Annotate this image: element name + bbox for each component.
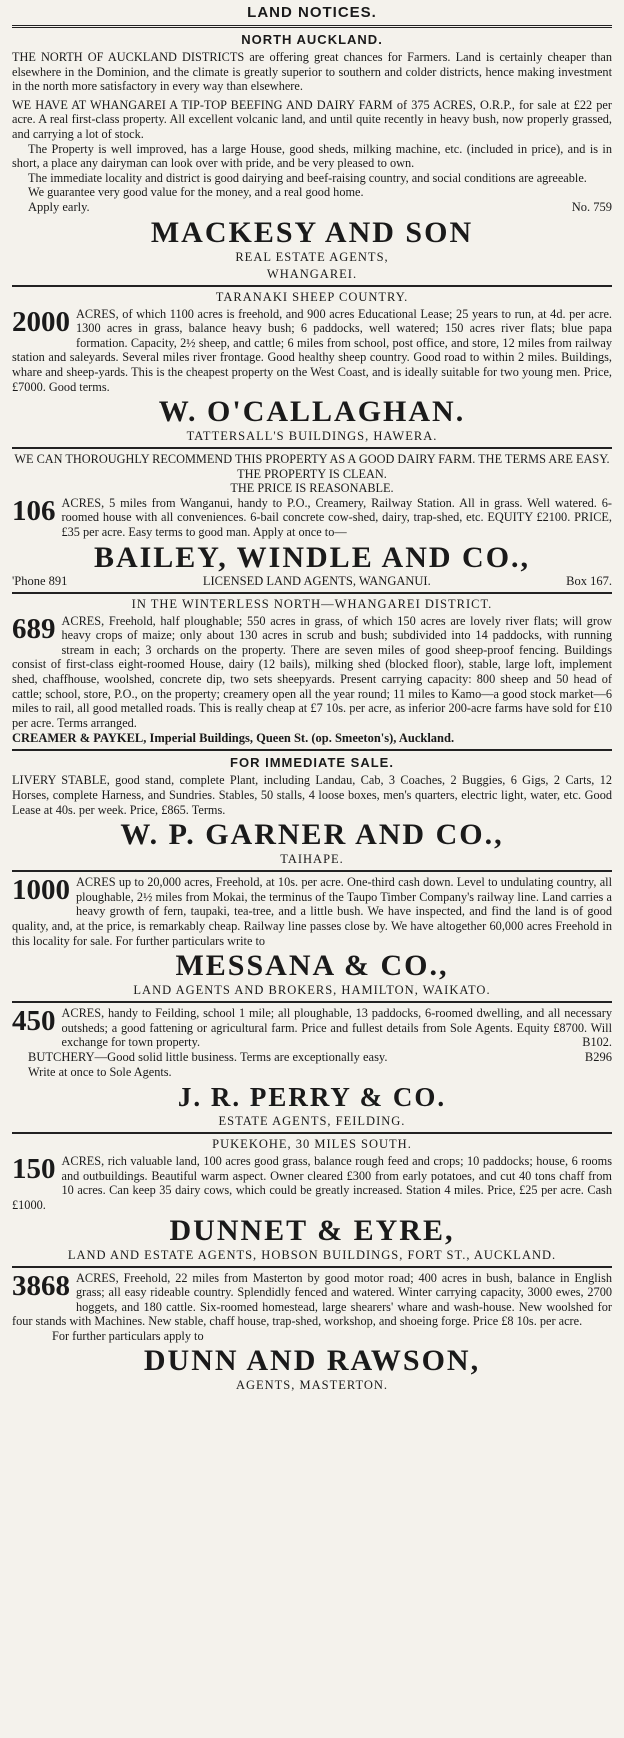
firm-address: ESTATE AGENTS, FEILDING. <box>218 1114 406 1129</box>
ad-body <box>12 875 612 948</box>
ad-body <box>12 1154 612 1212</box>
ad-title: TARANAKI SHEEP COUNTRY. <box>215 289 409 304</box>
ad-paragraph: We guarantee very good value for the money, and a real good home. <box>28 185 364 200</box>
firm-address: REAL ESTATE AGENTS, <box>235 249 389 264</box>
acreage-number: 150 <box>12 1153 56 1186</box>
ad-paragraph: THE NORTH OF AUCKLAND DISTRICTS are offering great chances for Farmers. Land is certainly cheaper than elsewhere in the Dominion, and the climate is greatly superior to southern and colder districts, hence making investment in the north more satisfactory in every way than elsewhere. <box>12 50 612 94</box>
ad-whangarei <box>12 597 612 747</box>
ad-body: LIVERY STABLE, good stand, complete Plant, including Landau, Cab, 3 Coaches, 2 Buggies, 6 Gigs, 2 Carts, 12 Horses, complete Harness, and Sundries. Stables, 50 stalls, 4 loose boxes, men's quarters, electric light, water, etc. Good Lease at 40s. per week. Price, £865. Terms. <box>12 773 612 817</box>
firm-address: TATTERSALL'S BUILDINGS, HAWERA. <box>186 429 438 444</box>
apply-row <box>12 200 612 215</box>
ad-title: FOR IMMEDIATE SALE. <box>230 755 394 771</box>
box-number: Box 167. <box>566 573 612 588</box>
firm-address: LAND AGENTS AND BROKERS, HAMILTON, WAIKATO. <box>133 983 491 998</box>
divider <box>12 749 612 751</box>
ad-text: ACRES, of which 1100 acres is freehold, and 900 acres Educational Lease; 25 years to run, at 4d. per acre. 1300 acres in grass, balance heavy bush; 6 paddocks, well watered; 150 acres river flats; blue papa formation. Capacity, 2½ sheep, and cattle; 6 miles from school, post office, and store, 12 miles from railway station and saleyards. Several miles river frontage. Good healthy sheep country. Good road to within 2 miles. Buildings, whare and sheep-yards. This is the cheapest property on the West Coast, and is ideally suitable for two young men. Price, £7000. Good terms. <box>12 306 612 394</box>
land-notices-page <box>12 0 612 1393</box>
divider <box>12 1001 612 1003</box>
ad-wanganui <box>12 452 612 589</box>
ad-body <box>12 1271 612 1329</box>
apply-text: Apply early. <box>28 199 90 214</box>
firm-name: BAILEY, WINDLE AND CO., <box>93 540 531 574</box>
butchery-text: BUTCHERY—Good solid little business. Terms are exceptionally easy. <box>28 1049 388 1064</box>
ad-lead: THE PRICE IS REASONABLE. <box>230 481 394 496</box>
ad-text: ACRES, Freehold, 22 miles from Masterton by good motor road; 400 acres in bush, balance in English grass; all easy rideable country. Splendidly fenced and watered. Winter carrying capacity, 3000 ewes, 2700 hoggets, and 180 cattle. Six-roomed homestead, large shearers' whare and wash-house. New woolshed for four stands with Machines. New stable, chaff house, trap-shed, workshop, and shoeing forge. Price £8 10s. per acre. <box>12 1270 612 1329</box>
divider <box>12 25 612 28</box>
acreage-number: 2000 <box>12 305 70 338</box>
write-text: Write at once to Sole Agents. <box>28 1064 172 1079</box>
page-header: LAND NOTICES. <box>247 4 377 21</box>
ad-title: IN THE WINTERLESS NORTH—WHANGAREI DISTRICT. <box>131 596 493 611</box>
divider <box>12 1132 612 1134</box>
acreage-number: 106 <box>12 494 56 527</box>
ad-masterton <box>12 1271 612 1394</box>
firm-address: LAND AND ESTATE AGENTS, HOBSON BUILDINGS, FORT ST., AUCKLAND. <box>67 1247 557 1262</box>
firm-name: J. R. PERRY & CO. <box>177 1082 447 1113</box>
firm-name: DUNN AND RAWSON, <box>143 1344 481 1378</box>
further-text: For further particulars apply to <box>52 1328 204 1343</box>
ad-body <box>12 307 612 395</box>
firm-name: CREAMER & PAYKEL, Imperial Buildings, Queen St. (op. Smeeton's), Auckland. <box>12 731 455 746</box>
ad-body <box>12 1006 612 1050</box>
butchery-row <box>12 1050 612 1065</box>
firm-name: MACKESY AND SON <box>150 215 474 249</box>
ad-title: NORTH AUCKLAND. <box>241 32 383 47</box>
divider <box>12 447 612 449</box>
divider <box>12 870 612 872</box>
ad-paragraph: WE HAVE AT WHANGAREI A TIP-TOP BEEFING AND DAIRY FARM of 375 ACRES, O.R.P., for sale at £22 per acre. A real first-class property. All excellent volcanic land, and until quite recently in heavy bush, now properly grassed, and carrying a lot of stock. <box>12 97 612 141</box>
firm-name: W. O'CALLAGHAN. <box>158 395 466 429</box>
firm-name: MESSANA & CO., <box>175 949 449 983</box>
ad-text: ACRES, 5 miles from Wanganui, handy to P.O., Creamery, Railway Station. All in grass. Well watered. 6-roomed house with all conveniences. 6-bail concrete cow-shed, dairy, trap-shed, etc. EQUITY £2100. PRICE, £35 per acre. Easy terms to good man. Apply at once to— <box>61 495 612 540</box>
contact-row <box>12 574 612 589</box>
divider <box>12 285 612 287</box>
ad-taranaki <box>12 290 612 445</box>
ad-text: ACRES, Freehold, half ploughable; 550 acres in grass, of which 150 acres are lovely river flats; will grow heavy crops of maize; only about 130 acres in scrub and bush; subdivided into 14 paddocks, with running stream in each; 3 orchards on the property. There are seven miles of good sheep-proof fencing. Buildings consist of first-class eight-roomed House, dairy (12 bails), milking shed (blocked floor), stable, large loft, implement shed, chaffhouse, woolshed, concrete dip, two sets sheepyards. Present carrying capacity: 800 sheep and 50 head of cattle; school, store, P.O., on the property; creamery open all the year round; 11 miles to Kamo—a good stock market—6 miles to rail, all good metalled roads. This is really cheap at £7 10s. per acre, as inferior 200-acre farms have sold for £10 per acre. Terms arranged. <box>12 613 612 730</box>
acreage-number: 1000 <box>12 874 70 907</box>
ad-number: No. 759 <box>571 199 612 214</box>
firm-name: DUNNET & EYRE, <box>169 1213 455 1247</box>
ad-paragraph: The immediate locality and district is good dairying and beef-raising country, and social conditions are agreeable. <box>28 170 587 185</box>
ad-mokai <box>12 875 612 998</box>
ad-pukekohe <box>12 1137 612 1262</box>
ref-number: B296 <box>584 1049 612 1064</box>
ad-feilding <box>12 1006 612 1129</box>
firm-name: W. P. GARNER AND CO., <box>120 818 504 852</box>
ad-lead: WE CAN THOROUGHLY RECOMMEND THIS PROPERTY AS A GOOD DAIRY FARM. THE TERMS ARE EASY. THE PROPERTY IS CLEAN. <box>14 452 610 481</box>
ad-text: ACRES, rich valuable land, 100 acres good grass, balance rough feed and crops; 10 paddocks; house, 6 rooms and outbuildings. Beautiful warm aspect. Owner cleared £300 from early potatoes, and cut 40 tons chaff from 10 acres. Can keep 35 dairy cows, which could be greatly increased. Station 4 miles. Price, £25 per acre. Cash £1000. <box>12 1154 612 1212</box>
acreage-number: 689 <box>12 612 56 645</box>
firm-address: AGENTS, MASTERTON. <box>235 1378 389 1393</box>
ad-body <box>12 50 612 215</box>
ad-north-auckland <box>12 32 612 282</box>
phone-number: 'Phone 891 <box>12 573 68 588</box>
ad-body <box>12 614 612 731</box>
firm-address: WHANGAREI. <box>266 266 358 281</box>
ad-text: ACRES up to 20,000 acres, Freehold, at 10s. per acre. One-third cash down. Level to undulating country, all ploughable, 2½ miles from Mokai, the terminus of the Taupo Timber Company's railway line. Land carries a heavy growth of fern, taupaki, tea-tree, and a little bush. We have inspected, and find the land is of good quality, and, at the price, is remarkably cheap. Railway line passes close by. We have altogether 60,000 acres Freehold in this locality for sale. For further particulars write to <box>12 875 612 948</box>
ad-livery-stable <box>12 755 612 867</box>
ad-text: ACRES, handy to Feilding, school 1 mile; all ploughable, 13 paddocks, 6-roomed dwelling, and all necessary outsheds; a good fattening or agricultural farm. Price and fullest details from Sole Agents. Equity £8700. Will exchange for town property. <box>61 1006 612 1050</box>
ad-title: PUKEKOHE, 30 MILES SOUTH. <box>212 1137 412 1152</box>
divider <box>12 1266 612 1268</box>
firm-address: TAIHAPE. <box>280 852 344 867</box>
divider <box>12 592 612 594</box>
acreage-number: 3868 <box>12 1269 70 1302</box>
firm-address: LICENSED LAND AGENTS, WANGANUI. <box>202 573 431 588</box>
ad-body <box>12 496 612 540</box>
ad-paragraph: The Property is well improved, has a large House, good sheds, milking machine, etc. (included in price), and is in short, a place any dairyman can look over with pride, and be very pleased to own. <box>12 141 612 171</box>
acreage-number: 450 <box>12 1005 56 1038</box>
ref-number: B102. <box>582 1035 612 1050</box>
